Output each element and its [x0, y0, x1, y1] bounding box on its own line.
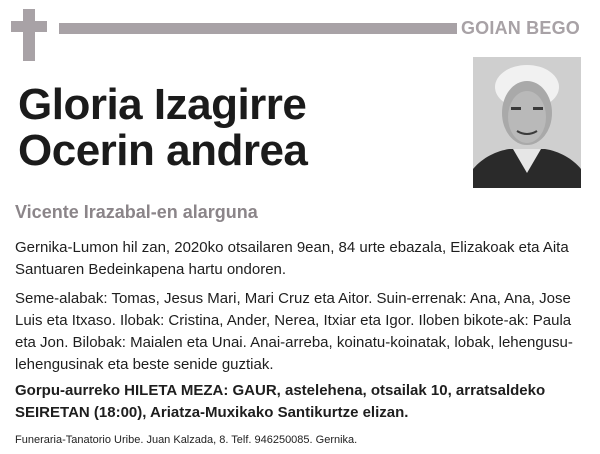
- header-rule: [59, 23, 457, 34]
- cross-horizontal-bar: [11, 21, 47, 32]
- funeral-mass-paragraph: Gorpu-aurreko HILETA MEZA: GAUR, astelehena, otsailak 10, arratsaldeko SEIRETAN (18:00), Ariatza-Muxikako Santikurtze elizan.: [15, 382, 546, 421]
- funeral-home-footer: Funeraria-Tanatorio Uribe. Juan Kalzada, 8. Telf. 946250085. Gernika.: [15, 434, 358, 446]
- header-label: GOIAN BEGO: [460, 18, 580, 38]
- name-line-1: Gloria Izagirre: [18, 80, 307, 129]
- portrait-photo: [473, 57, 581, 188]
- subtitle: Vicente Irazabal-en alarguna: [15, 202, 258, 222]
- cross-vertical-bar: [23, 9, 35, 61]
- name-line-2: Ocerin andrea: [18, 126, 308, 175]
- family-paragraph: Seme-alabak: Tomas, Jesus Mari, Mari Cruz eta Aitor. Suin-errenak: Ana, Ana, Jose Luis eta Itxaso. Ilobak: Cristina, Ander, Nerea, Itxiar eta Igor. Iloben bikote-ak: Paula eta Jon. Bilobak: Maialen eta Unai. Anai-arreba, koinatu-koinatak, lobak, lehengusu-lehengusinak eta beste senide guztiak.: [15, 290, 573, 373]
- deceased-name: [18, 82, 307, 174]
- death-notice-paragraph: Gernika-Lumon hil zan, 2020ko otsailaren 9ean, 84 urte ebazala, Elizakoak eta Aita Santuaren Bedeinkapena hartu ondoren.: [15, 239, 569, 278]
